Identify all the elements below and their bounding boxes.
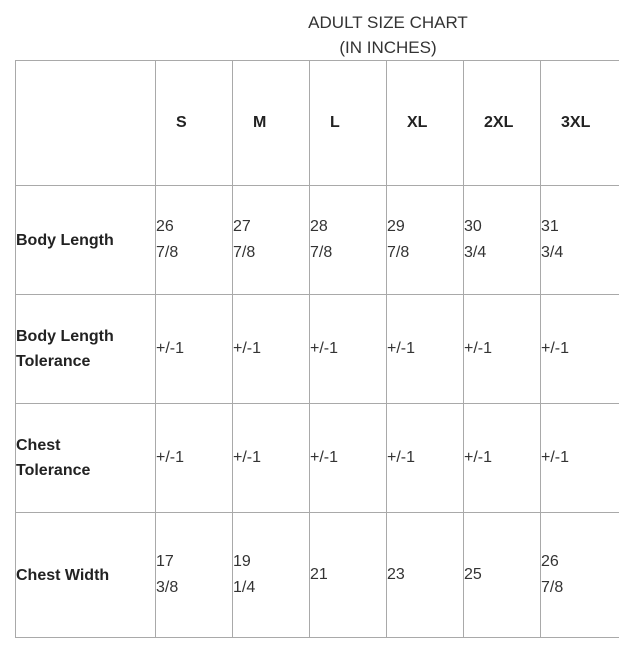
size-header-xl: XL	[387, 61, 464, 186]
cell-cw-m: 19 1/4	[233, 513, 310, 638]
cell-body-length-m: 27 7/8	[233, 186, 310, 295]
cell-body-length-s: 26 7/8	[156, 186, 233, 295]
cell-blt-s: +/-1	[156, 295, 233, 404]
cell-ct-l: +/-1	[310, 404, 387, 513]
size-header-s: S	[156, 61, 233, 186]
cell-blt-xl: +/-1	[387, 295, 464, 404]
table-row-chest-width	[16, 513, 619, 638]
table-row-body-length	[16, 186, 619, 295]
cell-ct-2xl: +/-1	[464, 404, 541, 513]
cell-body-length-l: 28 7/8	[310, 186, 387, 295]
cell-cw-3xl: 26 7/8	[541, 513, 619, 638]
header-empty-cell	[16, 61, 156, 186]
row-label-body-length-tolerance: Body Length Tolerance	[16, 295, 156, 404]
chart-title-line1: ADULT SIZE CHART	[308, 13, 468, 32]
table-row-body-length-tolerance	[16, 295, 619, 404]
cell-blt-l: +/-1	[310, 295, 387, 404]
cell-ct-s: +/-1	[156, 404, 233, 513]
cell-cw-l: 21	[310, 513, 387, 638]
row-label-chest-tolerance: Chest Tolerance	[16, 404, 156, 513]
cell-cw-2xl: 25	[464, 513, 541, 638]
size-header-2xl: 2XL	[464, 61, 541, 186]
cell-body-length-2xl: 30 3/4	[464, 186, 541, 295]
cell-ct-xl: +/-1	[387, 404, 464, 513]
cell-blt-3xl: +/-1	[541, 295, 619, 404]
cell-body-length-xl: 29 7/8	[387, 186, 464, 295]
cell-ct-3xl: +/-1	[541, 404, 619, 513]
size-header-l: L	[310, 61, 387, 186]
chart-title	[0, 10, 619, 60]
row-label-body-length: Body Length	[16, 186, 156, 295]
row-label-chest-width: Chest Width	[16, 513, 156, 638]
size-header-m: M	[233, 61, 310, 186]
table-row-chest-tolerance	[16, 404, 619, 513]
cell-cw-xl: 23	[387, 513, 464, 638]
chart-title-line2: (IN INCHES)	[339, 38, 437, 57]
cell-blt-m: +/-1	[233, 295, 310, 404]
cell-body-length-3xl: 31 3/4	[541, 186, 619, 295]
header-row	[16, 61, 619, 186]
cell-blt-2xl: +/-1	[464, 295, 541, 404]
cell-ct-m: +/-1	[233, 404, 310, 513]
size-header-3xl: 3XL	[541, 61, 619, 186]
cell-cw-s: 17 3/8	[156, 513, 233, 638]
size-chart-table	[15, 60, 619, 638]
